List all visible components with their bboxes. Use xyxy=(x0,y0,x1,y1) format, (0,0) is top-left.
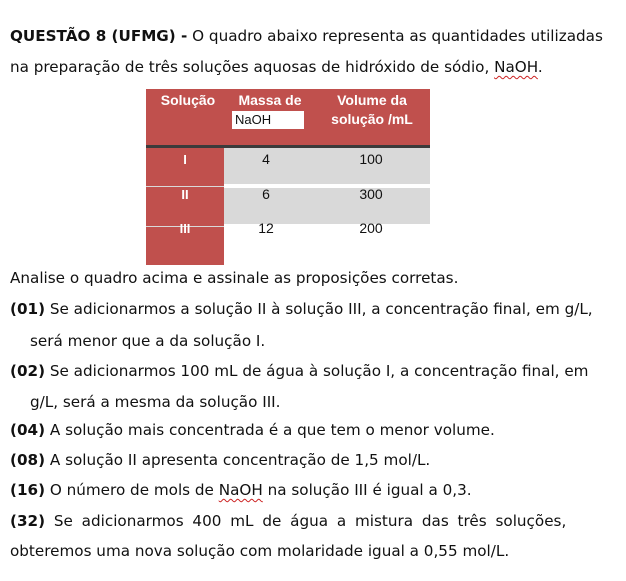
header-massa: Massa de xyxy=(238,92,302,108)
header-volume-line2: solução /mL xyxy=(331,111,413,127)
question-line-2 xyxy=(10,57,618,77)
row-2-volume: 300 xyxy=(359,186,383,202)
row-3-label: III xyxy=(179,221,191,236)
instruction: Analise o quadro acima e assinale as proposições corretas. xyxy=(10,269,459,287)
proposition-04-number: (04) xyxy=(10,421,46,439)
header-naoh: NaOH xyxy=(232,111,304,129)
proposition-16-number: (16) xyxy=(10,481,46,499)
proposition-32-number: (32) xyxy=(10,512,46,530)
proposition-04 xyxy=(10,420,618,440)
naoh-spellcheck-word: NaOH xyxy=(218,481,263,499)
table-header xyxy=(146,89,430,145)
proposition-02-number: (02) xyxy=(10,362,46,380)
row-1-label: I xyxy=(183,152,187,167)
row-2-label: II xyxy=(181,187,189,202)
question-line-2-text: na preparação de três soluções aquosas de hidróxido de sódio, xyxy=(10,58,495,76)
proposition-02 xyxy=(10,361,618,381)
row-1-massa: 4 xyxy=(262,151,270,167)
proposition-01-continuation: será menor que a da solução I. xyxy=(30,332,266,350)
naoh-spellcheck-word: NaOH xyxy=(494,58,538,76)
solutions-table xyxy=(146,89,430,265)
question-line-2-period: . xyxy=(537,58,543,76)
proposition-08-text: A solução II apresenta concentração de 1,5 mol/L. xyxy=(45,451,431,469)
question-intro: O quadro abaixo representa as quantidades utilizadas xyxy=(187,27,603,45)
proposition-32-continuation: obteremos uma nova solução com molaridade igual a 0,55 mol/L. xyxy=(10,542,510,560)
header-solucao: Solução xyxy=(160,92,216,108)
proposition-08-number: (08) xyxy=(10,451,46,469)
proposition-01-number: (01) xyxy=(10,300,46,318)
proposition-32-text: Se adicionarmos 400 mL de água a mistura das três soluções, xyxy=(45,512,567,530)
proposition-04-text: A solução mais concentrada é a que tem o menor volume. xyxy=(45,421,495,439)
proposition-16-text: O número de mols de xyxy=(45,481,219,499)
row-2-massa: 6 xyxy=(262,186,270,202)
proposition-32 xyxy=(10,511,618,531)
row-1-volume: 100 xyxy=(359,151,383,167)
proposition-02-text: Se adicionarmos 100 mL de água à solução I, a concentração final, em xyxy=(45,362,589,380)
proposition-16 xyxy=(10,480,618,500)
question-title xyxy=(10,26,618,46)
question-number: QUESTÃO 8 (UFMG) - xyxy=(10,27,188,45)
proposition-02-continuation: g/L, será a mesma da solução III. xyxy=(30,393,281,411)
header-volume-line1: Volume da xyxy=(337,92,407,108)
proposition-16-text-end: na solução III é igual a 0,3. xyxy=(262,481,472,499)
row-3-volume: 200 xyxy=(359,220,383,236)
proposition-01 xyxy=(10,299,618,319)
row-3-massa: 12 xyxy=(258,220,274,236)
proposition-08 xyxy=(10,450,618,470)
proposition-01-text: Se adicionarmos a solução II à solução III, a concentração final, em g/L, xyxy=(45,300,593,318)
